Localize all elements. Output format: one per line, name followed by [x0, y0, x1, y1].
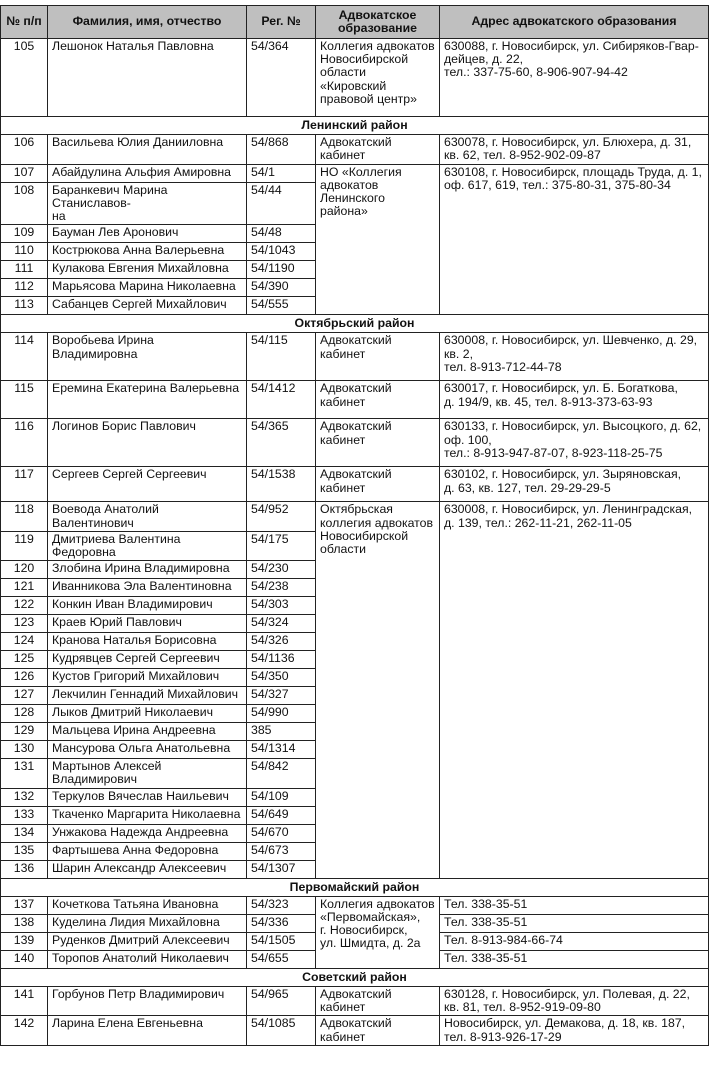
table-row	[1, 1016, 709, 1045]
person-name: Иванникова Эла Валентиновна	[48, 579, 247, 597]
registration-number: 54/326	[247, 633, 316, 651]
advocate-organization: Адвокатский кабинет	[316, 1016, 440, 1045]
row-number: 113	[1, 297, 48, 315]
person-name: Сабанцев Сергей Михайлович	[48, 297, 247, 315]
registration-number: 54/990	[247, 705, 316, 723]
row-number: 114	[1, 333, 48, 381]
organization-address: 630108, г. Новосибирск, площадь Труда, д. 1, оф. 617, 619, тел.: 375-80-31, 375-80-34	[440, 164, 709, 315]
registration-number: 54/1085	[247, 1016, 316, 1045]
registration-number: 54/390	[247, 279, 316, 297]
header-reg: Рег. №	[247, 6, 316, 39]
row-number: 125	[1, 651, 48, 669]
row-number: 132	[1, 788, 48, 806]
organization-address: Тел. 338-35-51	[440, 950, 709, 968]
registration-number: 54/327	[247, 687, 316, 705]
person-name: Кранова Наталья Борисовна	[48, 633, 247, 651]
advocate-organization: НО «Коллегия адвокатов Ленинского района»	[316, 164, 440, 315]
table-row	[1, 419, 709, 467]
registration-number: 54/1538	[247, 467, 316, 502]
person-name: Шарин Александр Алексеевич	[48, 860, 247, 878]
row-number: 141	[1, 987, 48, 1016]
person-name: Сергеев Сергей Сергеевич	[48, 467, 247, 502]
registration-number: 54/350	[247, 669, 316, 687]
advocate-organization: Октябрьская коллегия адвокатов Новосибирской области	[316, 502, 440, 878]
district-label: Октябрьский район	[1, 315, 709, 333]
district-label: Советский район	[1, 968, 709, 986]
advocate-organization: Адвокатский кабинет	[316, 419, 440, 467]
registration-number: 54/115	[247, 333, 316, 381]
registration-number: 54/655	[247, 950, 316, 968]
organization-address: 630008, г. Новосибирск, ул. Ленинградская, д. 139, тел.: 262-11-21, 262-11-05	[440, 502, 709, 878]
row-number: 106	[1, 135, 48, 164]
organization-address: 630017, г. Новосибирск, ул. Б. Богаткова, д. 194/9, кв. 45, тел. 8-913-373-63-93	[440, 381, 709, 419]
organization-address: 630128, г. Новосибирск, ул. Полевая, д. 22, кв. 81, тел. 8-952-919-09-80	[440, 987, 709, 1016]
row-number: 131	[1, 759, 48, 788]
table-row	[1, 987, 709, 1016]
row-number: 122	[1, 597, 48, 615]
registration-number: 54/1043	[247, 243, 316, 261]
row-number: 121	[1, 579, 48, 597]
registration-number: 54/336	[247, 914, 316, 932]
row-number: 124	[1, 633, 48, 651]
registration-number: 385	[247, 723, 316, 741]
row-number: 136	[1, 860, 48, 878]
person-name: Конкин Иван Владимирович	[48, 597, 247, 615]
person-name: Дмитриева Валентина Федоровна	[48, 531, 247, 560]
row-number: 130	[1, 741, 48, 759]
person-name: Кудрявцев Сергей Сергеевич	[48, 651, 247, 669]
advocate-organization: Адвокатский кабинет	[316, 987, 440, 1016]
header-name: Фамилия, имя, отчество	[48, 6, 247, 39]
advocate-organization: Адвокатский кабинет	[316, 467, 440, 502]
person-name: Васильева Юлия Данииловна	[48, 135, 247, 164]
registration-number: 54/673	[247, 842, 316, 860]
table-row	[1, 467, 709, 502]
registration-number: 54/109	[247, 788, 316, 806]
person-name: Мансурова Ольга Анатольевна	[48, 741, 247, 759]
row-number: 109	[1, 225, 48, 243]
person-name: Унжакова Надежда Андреевна	[48, 824, 247, 842]
registration-number: 54/649	[247, 806, 316, 824]
organization-address: 630078, г. Новосибирск, ул. Блюхера, д. 31, кв. 62, тел. 8-952-902-09-87	[440, 135, 709, 164]
organization-address: Тел. 338-35-51	[440, 914, 709, 932]
registration-number: 54/303	[247, 597, 316, 615]
table-row	[1, 333, 709, 381]
row-number: 115	[1, 381, 48, 419]
registration-number: 54/1505	[247, 932, 316, 950]
organization-address: 630102, г. Новосибирск, ул. Зыряновская, д. 63, кв. 127, тел. 29-29-29-5	[440, 467, 709, 502]
district-row	[1, 968, 709, 986]
person-name: Еремина Екатерина Валерьевна	[48, 381, 247, 419]
row-number: 129	[1, 723, 48, 741]
person-name: Баранкевич Марина Станиславов- на	[48, 182, 247, 225]
table-row	[1, 502, 709, 531]
row-number: 142	[1, 1016, 48, 1045]
row-number: 118	[1, 502, 48, 531]
registration-number: 54/842	[247, 759, 316, 788]
person-name: Злобина Ирина Владимировна	[48, 561, 247, 579]
registration-number: 54/1307	[247, 860, 316, 878]
table-row	[1, 381, 709, 419]
organization-address: 630133, г. Новосибирск, ул. Высоцкого, д. 62, оф. 100, тел.: 8-913-947-87-07, 8-923-118-25-75	[440, 419, 709, 467]
table-row	[1, 164, 709, 182]
organization-address: Новосибирск, ул. Демакова, д. 18, кв. 187, тел. 8-913-926-17-29	[440, 1016, 709, 1045]
registration-number: 54/48	[247, 225, 316, 243]
registration-number: 54/230	[247, 561, 316, 579]
person-name: Мартынов Алексей Владимирович	[48, 759, 247, 788]
registration-number: 54/1190	[247, 261, 316, 279]
row-number: 127	[1, 687, 48, 705]
advocates-table	[0, 5, 709, 1046]
person-name: Бауман Лев Аронович	[48, 225, 247, 243]
person-name: Кулакова Евгения Михайловна	[48, 261, 247, 279]
person-name: Руденков Дмитрий Алексеевич	[48, 932, 247, 950]
registration-number: 54/365	[247, 419, 316, 467]
row-number: 120	[1, 561, 48, 579]
person-name: Логинов Борис Павлович	[48, 419, 247, 467]
registration-number: 54/1412	[247, 381, 316, 419]
row-number: 107	[1, 164, 48, 182]
registration-number: 54/952	[247, 502, 316, 531]
row-number: 108	[1, 182, 48, 225]
table-body	[1, 39, 709, 1046]
person-name: Кустов Григорий Михайлович	[48, 669, 247, 687]
row-number: 111	[1, 261, 48, 279]
registration-number: 54/44	[247, 182, 316, 225]
advocate-organization: Коллегия адвокатов Новосибирской области «Кировский правовой центр»	[316, 39, 440, 117]
table-row	[1, 896, 709, 914]
registration-number: 54/1136	[247, 651, 316, 669]
person-name: Куделина Лидия Михайловна	[48, 914, 247, 932]
table-header-row	[1, 6, 709, 39]
district-row	[1, 315, 709, 333]
person-name: Ткаченко Маргарита Николаевна	[48, 806, 247, 824]
row-number: 137	[1, 896, 48, 914]
row-number: 128	[1, 705, 48, 723]
advocate-organization: Коллегия адвокатов «Первомайская», г. Новосибирск, ул. Шмидта, д. 2а	[316, 896, 440, 968]
row-number: 119	[1, 531, 48, 560]
person-name: Воевода Анатолий Валентинович	[48, 502, 247, 531]
person-name: Лекчилин Геннадий Михайлович	[48, 687, 247, 705]
person-name: Мальцева Ирина Андреевна	[48, 723, 247, 741]
row-number: 133	[1, 806, 48, 824]
row-number: 135	[1, 842, 48, 860]
row-number: 105	[1, 39, 48, 117]
registration-number: 54/364	[247, 39, 316, 117]
registration-number: 54/670	[247, 824, 316, 842]
person-name: Марьясова Марина Николаевна	[48, 279, 247, 297]
row-number: 117	[1, 467, 48, 502]
row-number: 116	[1, 419, 48, 467]
registration-number: 54/868	[247, 135, 316, 164]
row-number: 126	[1, 669, 48, 687]
header-num: № п/п	[1, 6, 48, 39]
advocate-organization: Адвокатский кабинет	[316, 381, 440, 419]
district-row	[1, 878, 709, 896]
row-number: 123	[1, 615, 48, 633]
person-name: Лешонок Наталья Павловна	[48, 39, 247, 117]
district-row	[1, 117, 709, 135]
organization-address: 630008, г. Новосибирск, ул. Шевченко, д. 29, кв. 2, тел. 8-913-712-44-78	[440, 333, 709, 381]
row-number: 139	[1, 932, 48, 950]
district-label: Первомайский район	[1, 878, 709, 896]
registration-number: 54/1	[247, 164, 316, 182]
table-row	[1, 135, 709, 164]
header-org: Адвокатское образование	[316, 6, 440, 39]
person-name: Горбунов Петр Владимирович	[48, 987, 247, 1016]
organization-address: Тел. 8-913-984-66-74	[440, 932, 709, 950]
row-number: 112	[1, 279, 48, 297]
district-label: Ленинский район	[1, 117, 709, 135]
person-name: Кострюкова Анна Валерьевна	[48, 243, 247, 261]
person-name: Торопов Анатолий Николаевич	[48, 950, 247, 968]
registration-number: 54/965	[247, 987, 316, 1016]
person-name: Теркулов Вячеслав Наильевич	[48, 788, 247, 806]
header-address: Адрес адвокатского образования	[440, 6, 709, 39]
registration-number: 54/1314	[247, 741, 316, 759]
table-row	[1, 39, 709, 117]
registration-number: 54/324	[247, 615, 316, 633]
advocate-organization: Адвокатский кабинет	[316, 135, 440, 164]
row-number: 140	[1, 950, 48, 968]
registration-number: 54/555	[247, 297, 316, 315]
person-name: Краев Юрий Павлович	[48, 615, 247, 633]
person-name: Воробьева Ирина Владимировна	[48, 333, 247, 381]
person-name: Лыков Дмитрий Николаевич	[48, 705, 247, 723]
registration-number: 54/323	[247, 896, 316, 914]
advocate-organization: Адвокатский кабинет	[316, 333, 440, 381]
row-number: 134	[1, 824, 48, 842]
person-name: Абайдулина Альфия Амировна	[48, 164, 247, 182]
organization-address: Тел. 338-35-51	[440, 896, 709, 914]
registration-number: 54/175	[247, 531, 316, 560]
row-number: 110	[1, 243, 48, 261]
person-name: Ларина Елена Евгеньевна	[48, 1016, 247, 1045]
registration-number: 54/238	[247, 579, 316, 597]
row-number: 138	[1, 914, 48, 932]
person-name: Фартышева Анна Федоровна	[48, 842, 247, 860]
organization-address: 630088, г. Новосибирск, ул. Сибиряков-Гвар- дейцев, д. 22, тел.: 337-75-60, 8-906-907-94-42	[440, 39, 709, 117]
person-name: Кочеткова Татьяна Ивановна	[48, 896, 247, 914]
